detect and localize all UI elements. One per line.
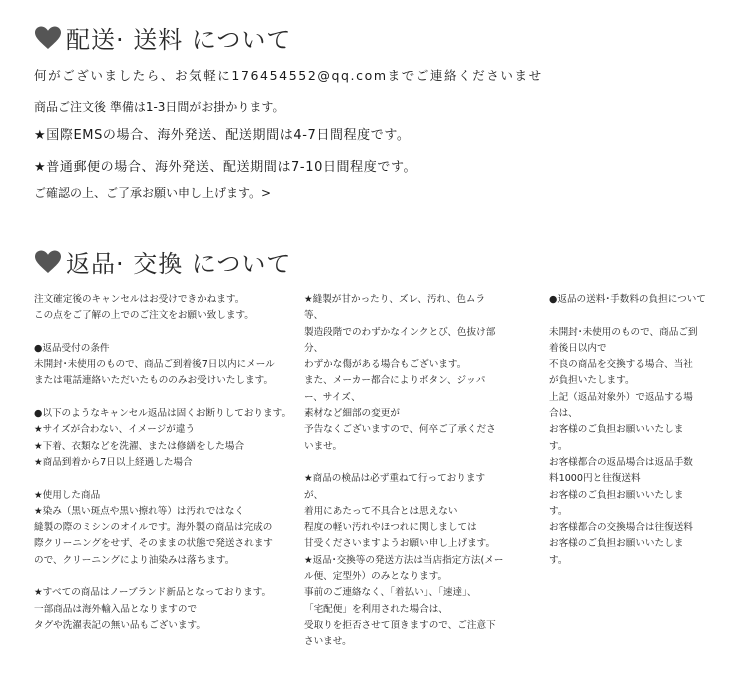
returns-title: 返品· 交換 について (66, 250, 292, 278)
text-line (549, 308, 719, 324)
text-line (34, 390, 292, 406)
text-line: が負担いたします。 (549, 375, 635, 387)
text-line: ー、サイズ、 (304, 391, 361, 403)
text-line: ル便、定型外）のみとなります。 (304, 571, 448, 583)
text-line: この点をご了解の上でのご注文をお願い致します。 (34, 310, 254, 322)
regular-mail-line: ★普通郵便の場合、海外発送、配送期間は7-10日間程度です。 (34, 160, 418, 175)
shipping-title: 配送· 送料 について (66, 26, 292, 54)
text-line: タグや洗濯表記の無い品もございます。 (34, 619, 206, 631)
shipping-heading (34, 20, 291, 55)
text-line: お客様のご負担お願いいたしま (549, 538, 684, 550)
text-line: お客様都合の交換場合は往復送料 (549, 522, 693, 534)
text-line: 未開封･未使用のもので、商品ご到着後7日以内にメール (34, 359, 275, 371)
text-line: 上記（返品対象外）で返品する場 (549, 391, 693, 403)
returns-heading (34, 244, 291, 279)
text-line: ●返品の送料･手数料の負担について (549, 294, 706, 305)
text-line: 料1000円と往復送料 (549, 473, 641, 485)
text-line: 製造段階でのわずかなインクとび、色抜け部 (304, 326, 496, 338)
text-line: ★下着、衣類などを洗濯、または修繕をした場合 (34, 440, 245, 452)
text-line: また、メーカー都合によりボタン、ジッパ (304, 375, 486, 387)
text-line: 未開封･未使用のもので、商品ご到 (549, 326, 698, 338)
returns-column-2 (304, 292, 530, 651)
text-line: お客様のご負担お願いいたしま (549, 424, 684, 436)
text-line: が、 (304, 489, 324, 501)
text-line: ●以下のようなキャンセル返品は固くお断りしております。 (34, 408, 292, 420)
text-line: 一部商品は海外輸入品となりますので (34, 603, 198, 615)
text-line: お客様のご負担お願いいたしま (549, 489, 684, 501)
returns-column-1 (34, 292, 292, 634)
text-line: いませ。 (304, 440, 343, 452)
returns-column-3 (549, 292, 719, 569)
text-line (304, 455, 530, 471)
text-line: 分、 (304, 342, 324, 354)
ems-line: ★国際EMSの場合、海外発送、配送期間は4-7日間程度です。 (34, 128, 411, 143)
text-line (34, 325, 292, 341)
text-line: ★商品の検品は必ず重ねて行っております (304, 473, 486, 485)
confirmation-line: ご確認の上、ご了承お願い申し上げます。> (34, 186, 272, 200)
text-line: 合は、 (549, 408, 578, 420)
text-line: 不良の商品を交換する場合、当社 (549, 359, 693, 371)
text-line: ★商品到着から7日以上経過した場合 (34, 456, 193, 468)
text-line: 受取りを拒否させて頂きますので、ご注意下 (304, 619, 496, 631)
text-line: ので、クリーニングにより油染みは落ちます。 (34, 554, 235, 566)
text-line: ★返品･交換等の発送方法は当店指定方法(メー (304, 554, 504, 566)
text-line: ●返品受付の条件 (34, 342, 110, 354)
text-line: 着後日以内で (549, 342, 607, 354)
text-line: ★縫製が甘かったり、ズレ、汚れ、色ムラ (304, 294, 486, 305)
text-line: お客様都合の返品場合は返品手数 (549, 456, 693, 468)
text-line: 予告なくございますので、何卒ご了承くださ (304, 424, 496, 436)
text-line: す。 (549, 554, 568, 566)
prep-time-line: 商品ご注文後 準備は1-3日間がお掛かります。 (34, 100, 285, 114)
text-line: または電話連絡いただいたもののみお受けいたします。 (34, 375, 274, 387)
text-line: 際クリーニングをせず、そのままの状態で発送されます (34, 538, 273, 550)
text-line: さいませ。 (304, 636, 352, 648)
text-line: 縫製の際のミシンのオイルです。海外製の商品は完成の (34, 522, 273, 534)
text-line: 素材など細部の変更が (304, 408, 400, 420)
text-line: 事前のご連絡なく、「着払い」、「速達」、 (304, 587, 477, 599)
text-line: わずかな傷がある場合もございます。 (304, 359, 467, 371)
text-line (34, 569, 292, 585)
text-line: 等、 (304, 310, 324, 322)
text-line: す。 (549, 440, 568, 452)
text-line: す。 (549, 505, 568, 517)
text-line: 甘受くださいますようお願い申し上げます。 (304, 538, 496, 550)
text-line: ★染み（黒い斑点や黒い擦れ等）は汚れではなく (34, 505, 245, 517)
text-line: 程度の軽い汚れやほつれに関しましては (304, 522, 477, 534)
text-line: 注文確定後のキャンセルはお受けできかねます。 (34, 294, 245, 305)
text-line (34, 471, 292, 487)
text-line: 「宅配便」を利用された場合は、 (304, 603, 448, 615)
text-line: 着用にあたって不具合とは思えない (304, 505, 458, 517)
heart-icon (34, 26, 62, 50)
text-line: ★すべての商品はノーブランド新品となっております。 (34, 587, 272, 599)
text-line: ★使用した商品 (34, 489, 101, 501)
text-line: ★サイズが合わない、イメージが違う (34, 424, 196, 436)
contact-line: 何がございましたら、お気軽に176454552@qq.comまでご連絡くださいませ (34, 68, 543, 83)
heart-icon (34, 250, 62, 274)
